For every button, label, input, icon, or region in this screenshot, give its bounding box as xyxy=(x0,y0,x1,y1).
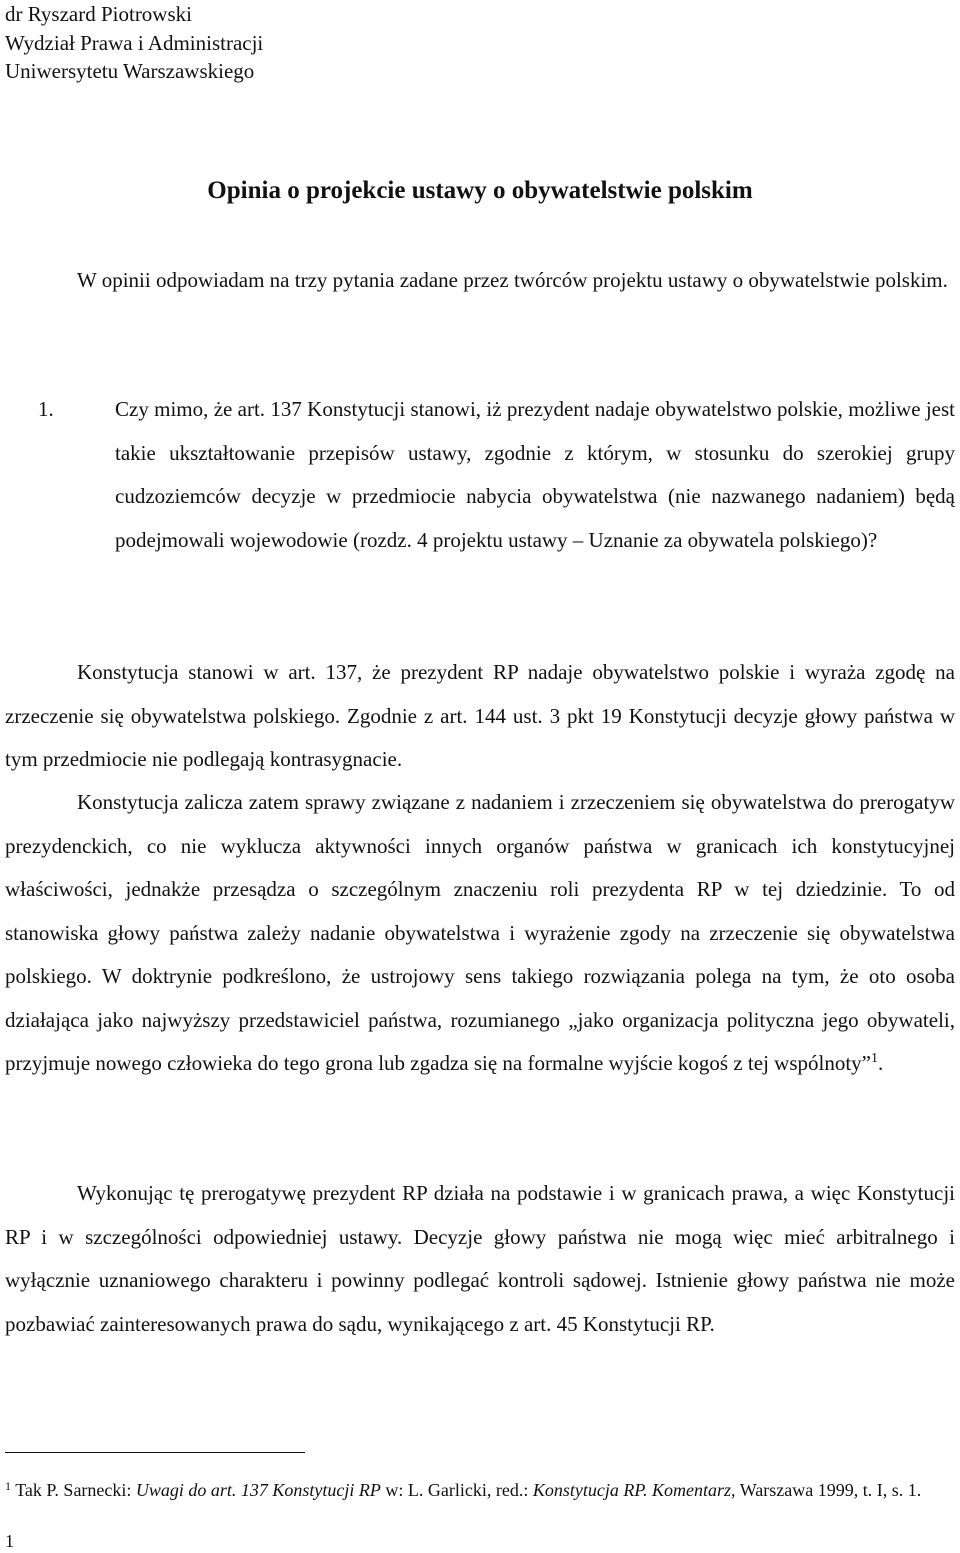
body-paragraph-2-end: . xyxy=(877,1051,884,1075)
footnote xyxy=(5,1478,955,1502)
footnote-reference: 1 xyxy=(870,1051,878,1066)
body-paragraph-2 xyxy=(5,781,955,1086)
body-paragraph-2-text: Konstytucja zalicza zatem sprawy związane z nadaniem i zrzeczeniem się obywatelstwa do prerogatyw prezydenckich, co nie wyklucza aktywności innych organów państwa w granicach ich konstytucyjnej właściwości, jednakże przesądza o szczególnym znaczeniu roli prezydenta RP w tej dziedzinie. To od stanowiska głowy państwa zależy nadanie obywatelstwa i wyrażenie zgody na zrzeczenie się obywatelstwa polskiego. W doktrynie podkreślono, że ustrojowy sens takiego rozwiązania polega na tym, że oto osoba działająca jako najwyższy przedstawiciel państwa, rozumianego „jako organizacja polityczna jego obywateli, przyjmuje nowego człowieka do tego grona lub zgadza się na formalne wyjście kogoś z tej wspólnoty” xyxy=(5,790,955,1075)
question-number: 1. xyxy=(38,397,54,421)
author-faculty: Wydział Prawa i Administracji xyxy=(5,30,264,55)
body-paragraph-3: Wykonując tę prerogatywę prezydent RP działa na podstawie i w granicach prawa, a więc Konstytucji RP i w szczególności odpowiedniej ustawy. Decyzje głowy państwa nie mogą więc mieć arbitralnego i wyłącznie uznaniowego charakteru i powinny podlegać kontroli sądowej. Istnienie głowy państwa nie może pozbawiać zainteresowanych prawa do sądu, wynikającego z art. 45 Konstytucji RP. xyxy=(5,1181,955,1336)
footnote-title-1: Uwagi do art. 137 Konstytucji RP xyxy=(135,1480,381,1500)
footnote-title-2: Konstytucja RP. Komentarz xyxy=(532,1480,732,1500)
document-title xyxy=(0,176,960,206)
footnote-text-3: , Warszawa 1999, t. I, s. 1. xyxy=(731,1480,922,1500)
footnote-text-2: w: L. Garlicki, red.: xyxy=(380,1480,533,1500)
author-name: dr Ryszard Piotrowski xyxy=(5,2,192,26)
intro-paragraph: W opinii odpowiadam na trzy pytania zadane przez twórców projektu ustawy o obywatelstwie polskim. xyxy=(77,268,948,292)
document-title-text: Opinia o projekcie ustawy o obywatelstwie polskim xyxy=(207,177,753,204)
footnote-text-1: Tak P. Sarnecki: xyxy=(15,1480,136,1500)
footnote-separator xyxy=(5,1452,305,1453)
author-block xyxy=(5,0,263,86)
footnote-number: 1 xyxy=(5,1479,11,1493)
author-university: Uniwersytetu Warszawskiego xyxy=(5,59,255,83)
page-number: 1 xyxy=(5,1531,14,1551)
question-text: Czy mimo, że art. 137 Konstytucji stanowi, iż prezydent nadaje obywatelstwo polskie, możliwe jest takie ukształtowanie przepisów ustawy, zgodnie z którym, w stosunku do szerokiej grupy cudzoziemców decyzje w przedmiocie nabycia obywatelstwa (nie nazwanego nadaniem) będą podejmowali wojewodowie (rozdz. 4 projektu ustawy – Uznanie za obywatela polskiego)? xyxy=(115,397,955,552)
body-paragraph-1: Konstytucja stanowi w art. 137, że prezydent RP nadaje obywatelstwo polskie i wyraża zgodę na zrzeczenie się obywatelstwa polskiego. Zgodnie z art. 144 ust. 3 pkt 19 Konstytucji decyzje głowy państwa w tym przedmiocie nie podlegają kontrasygnacie. xyxy=(5,660,955,771)
